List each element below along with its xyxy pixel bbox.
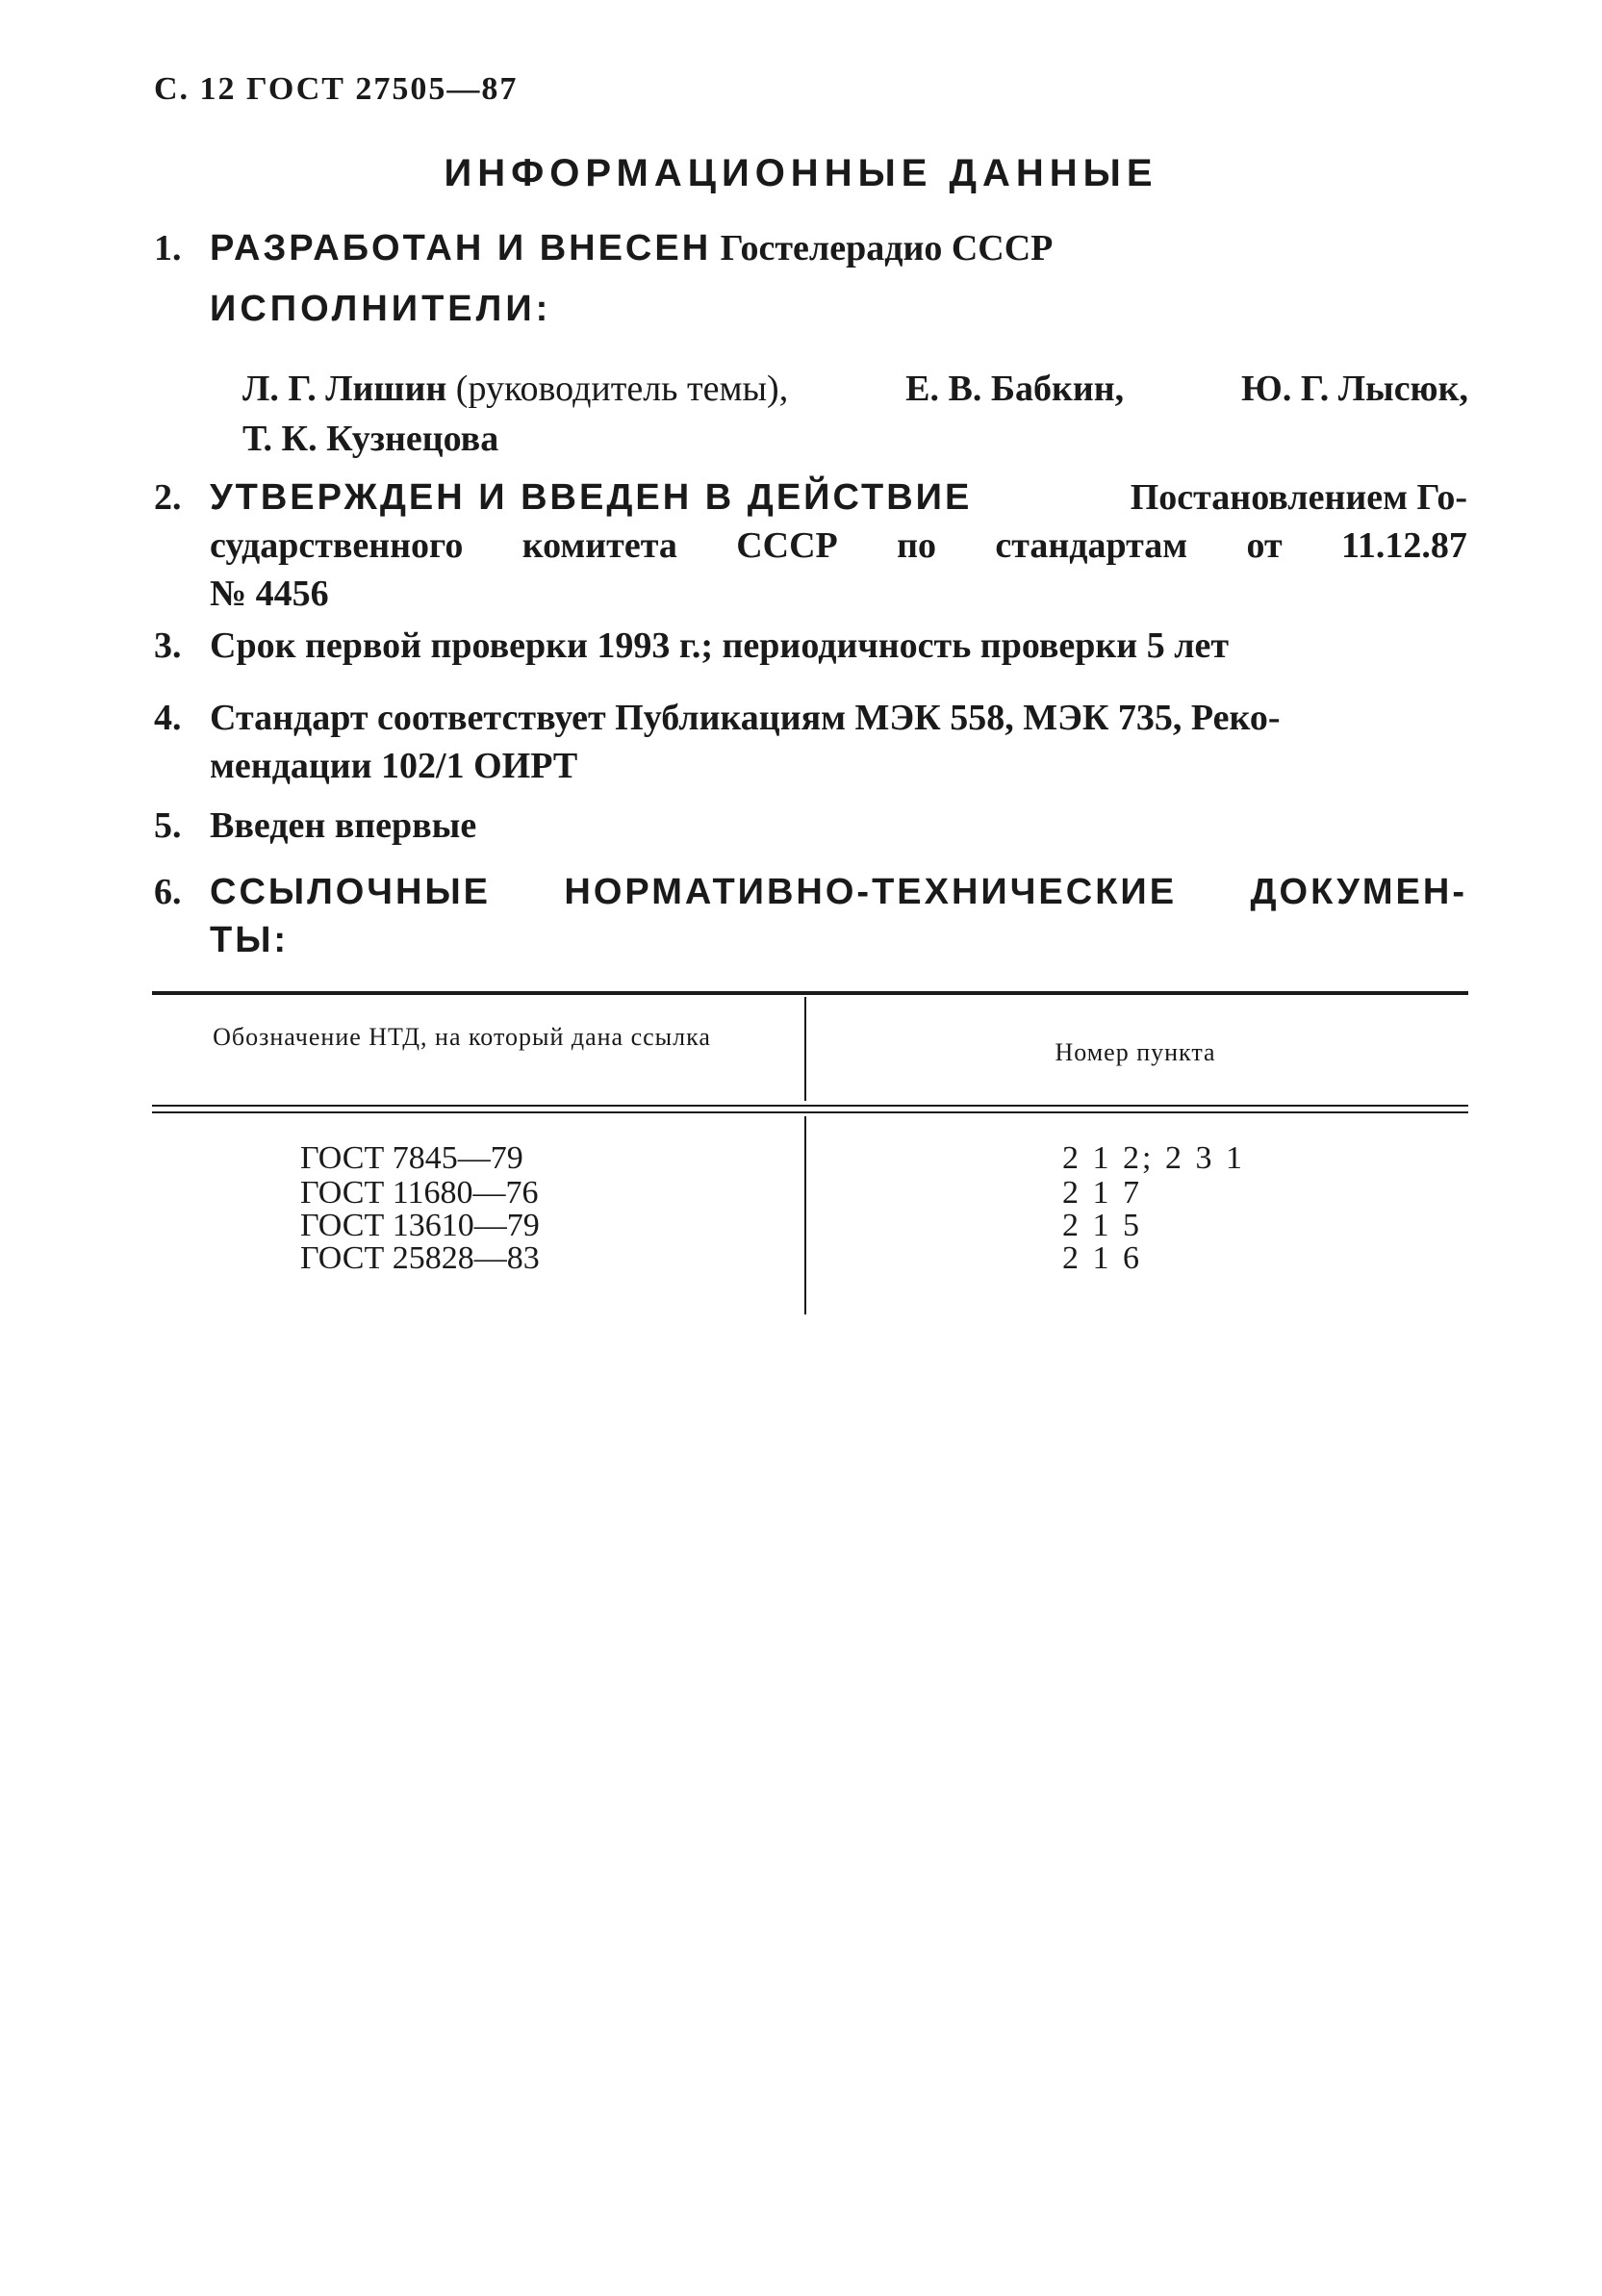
- item-5: [154, 802, 1467, 850]
- item-6-line2: ТЫ:: [210, 920, 290, 960]
- item-1-lead: РАЗРАБОТАН И ВНЕСЕН: [210, 228, 712, 268]
- item-4: [154, 694, 1467, 790]
- table-header-point: Номер пункта: [1055, 1038, 1216, 1066]
- table-column-divider: [804, 1116, 806, 1314]
- item-number: 3.: [154, 625, 182, 666]
- word: по: [897, 525, 937, 566]
- item-1-rest: Гостелерадио СССР: [720, 228, 1054, 268]
- item-1: [154, 224, 1467, 272]
- table-top-rule: [152, 991, 1468, 995]
- table-header-rule: [152, 1105, 1468, 1107]
- word: НОРМАТИВНО-ТЕХНИЧЕСКИЕ: [564, 872, 1178, 912]
- executors-list: [242, 364, 1468, 464]
- table-cell-points: 2 1 6: [1062, 1240, 1142, 1276]
- executor-name: Е. В. Бабкин,: [905, 369, 1125, 409]
- item-4-line1: Стандарт соответствует Публикациям МЭК 558, МЭК 735, Реко-: [210, 698, 1281, 738]
- item-number: 4.: [154, 698, 182, 738]
- table-cell-points: 2 1 2; 2 3 1: [1062, 1140, 1245, 1176]
- word: ССЫЛОЧНЫЕ: [210, 872, 491, 912]
- word: сударственного: [210, 525, 464, 566]
- item-2-rest: Постановлением Го-: [1130, 477, 1467, 518]
- item-3-text: Срок первой проверки 1993 г.; периодичность проверки 5 лет: [210, 625, 1230, 666]
- executor-role: (руководитель темы),: [455, 369, 789, 409]
- item-2-lead: УТВЕРЖДЕН И ВВЕДЕН В ДЕЙСТВИЕ: [210, 477, 973, 518]
- table-header-rule: [152, 1111, 1468, 1113]
- table-cell-doc: ГОСТ 13610—79: [300, 1208, 540, 1243]
- page-header: С. 12 ГОСТ 27505—87: [154, 71, 519, 107]
- item-3: [154, 622, 1467, 670]
- item-number: 5.: [154, 805, 182, 846]
- table-cell-doc: ГОСТ 7845—79: [300, 1140, 523, 1176]
- word: ДОКУМЕН-: [1250, 872, 1467, 912]
- item-2: [154, 473, 1467, 618]
- executor-name: Л. Г. Лишин: [242, 369, 447, 409]
- item-6: [154, 868, 1467, 964]
- word: комитета: [521, 525, 677, 566]
- item-4-line2: мендации 102/1 ОИРТ: [210, 746, 578, 786]
- table-header-designation: Обозначение НТД, на который дана ссылка: [213, 1023, 711, 1051]
- item-5-text: Введен впервые: [210, 805, 477, 846]
- item-2-line2: [210, 522, 1467, 570]
- item-6-line1: [210, 868, 1467, 916]
- table-cell-doc: ГОСТ 25828—83: [300, 1240, 540, 1276]
- table-cell-points: 2 1 5: [1062, 1208, 1142, 1243]
- item-2-line3: № 4456: [210, 574, 329, 614]
- word: стандартам: [995, 525, 1188, 566]
- item-number: 2.: [154, 477, 182, 518]
- executor-name: Ю. Г. Лысюк,: [1241, 369, 1468, 409]
- item-number: 1.: [154, 228, 182, 268]
- item-number: 6.: [154, 872, 182, 912]
- table-cell-points: 2 1 7: [1062, 1175, 1142, 1211]
- page-title: ИНФОРМАЦИОННЫЕ ДАННЫЕ: [444, 152, 1158, 194]
- word: от: [1246, 525, 1283, 566]
- table-cell-doc: ГОСТ 11680—76: [300, 1175, 539, 1211]
- word: 11.12.87: [1341, 525, 1467, 566]
- table-column-divider: [804, 997, 806, 1101]
- executor-name: Т. К. Кузнецова: [242, 419, 499, 459]
- executors-heading: ИСПОЛНИТЕЛИ:: [210, 289, 552, 329]
- word: СССР: [736, 525, 838, 566]
